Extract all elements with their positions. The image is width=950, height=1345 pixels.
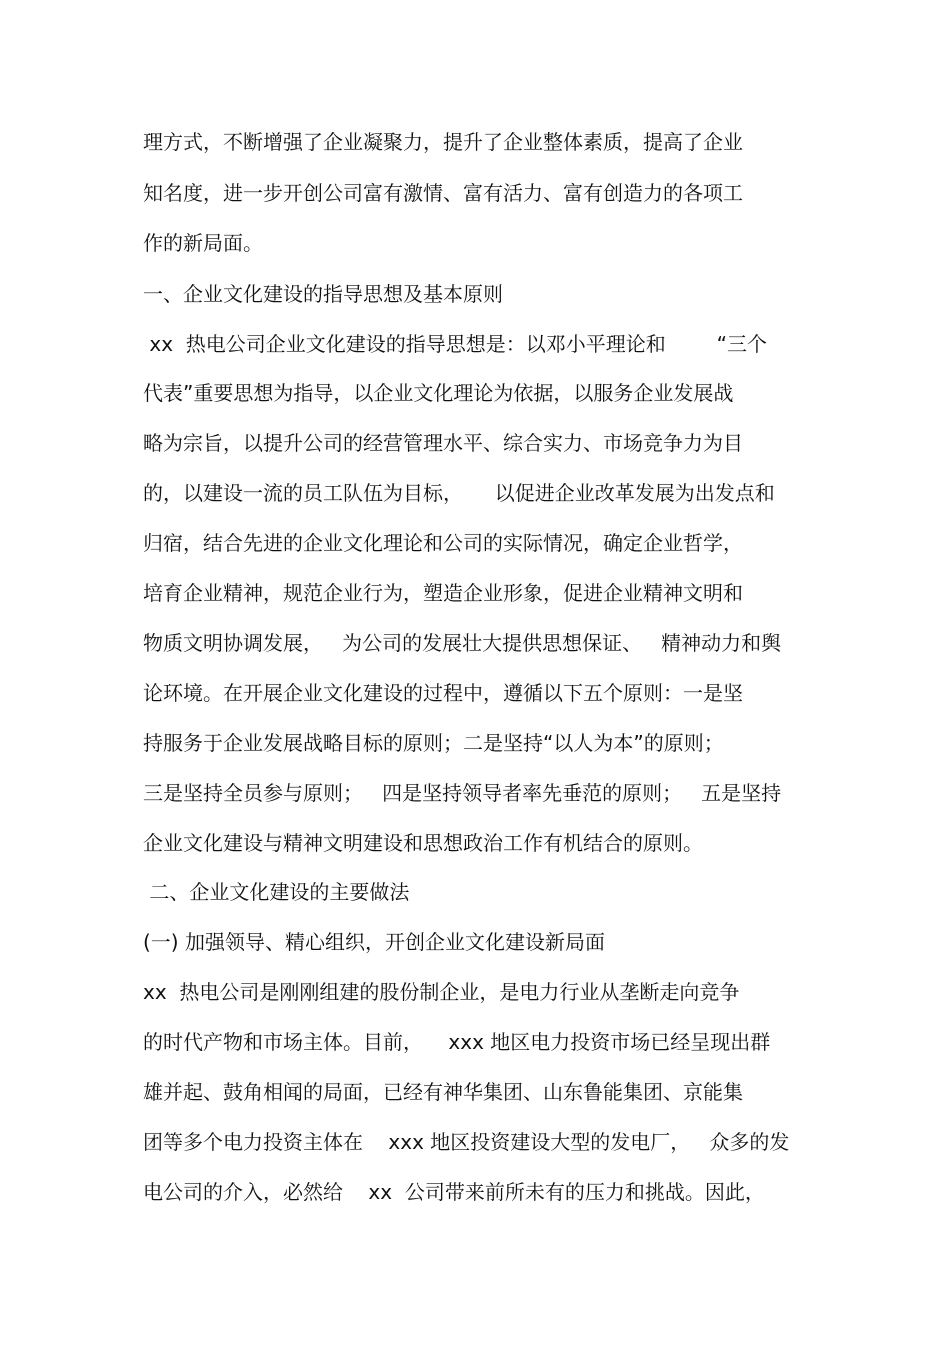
body-text-line: 归宿，结合先进的企业文化理论和公司的实际情况，确定企业哲学， (143, 531, 743, 555)
section-heading: 一、企业文化建设的指导思想及基本原则 (143, 282, 503, 306)
body-text-line: 论环境。在开展企业文化建设的过程中，遵循以下五个原则：一是坚 (143, 681, 743, 705)
body-text-line: 电公司的介入，必然给 xx 公司带来前所未有的压力和挑战。因此， (143, 1180, 765, 1204)
body-text-line: 培育企业精神，规范企业行为，塑造企业形象，促进企业精神文明和 (143, 581, 743, 605)
body-text-line: 略为宗旨，以提升公司的经营管理水平、综合实力、市场竞争力为目 (143, 431, 743, 455)
body-text-line: 的时代产物和市场主体。目前， xxx 地区电力投资市场已经呈现出群 (143, 1030, 771, 1054)
body-text-line: 知名度，进一步开创公司富有激情、富有活力、富有创造力的各项工 (143, 181, 743, 205)
subsection-heading: (一) 加强领导、精心组织，开创企业文化建设新局面 (143, 930, 605, 954)
body-text-line: 代表”重要思想为指导，以企业文化理论为依据，以服务企业发展战 (143, 381, 734, 405)
body-text-line: 物质文明协调发展， 为公司的发展壮大提供思想保证、 精神动力和舆 (143, 631, 782, 655)
body-text-line: xx 热电公司是刚刚组建的股份制企业，是电力行业从垄断走向竞争 (143, 980, 740, 1004)
body-text-line: 持服务于企业发展战略目标的原则；二是坚持“以人为本”的原则； (143, 731, 724, 755)
body-text-line: 的，以建设一流的员工队伍为目标， 以促进企业改革发展为出发点和 (143, 481, 775, 505)
body-text-line: 作的新局面。 (143, 231, 263, 255)
section-heading: 二、企业文化建设的主要做法 (143, 880, 410, 904)
body-text-line: 企业文化建设与精神文明建设和思想政治工作有机结合的原则。 (143, 831, 703, 855)
body-text-line: 团等多个电力投资主体在 xxx 地区投资建设大型的发电厂， 众多的发 (143, 1130, 790, 1154)
body-text-line: xx 热电公司企业文化建设的指导思想是：以邓小平理论和 “三个 (143, 332, 767, 356)
body-text-line: 理方式，不断增强了企业凝聚力，提升了企业整体素质，提高了企业 (143, 130, 743, 154)
body-text-line: 雄并起、鼓角相闻的局面，已经有神华集团、山东鲁能集团、京能集 (143, 1080, 743, 1104)
body-text-line: 三是坚持全员参与原则； 四是坚持领导者率先垂范的原则； 五是坚持 (143, 781, 782, 805)
